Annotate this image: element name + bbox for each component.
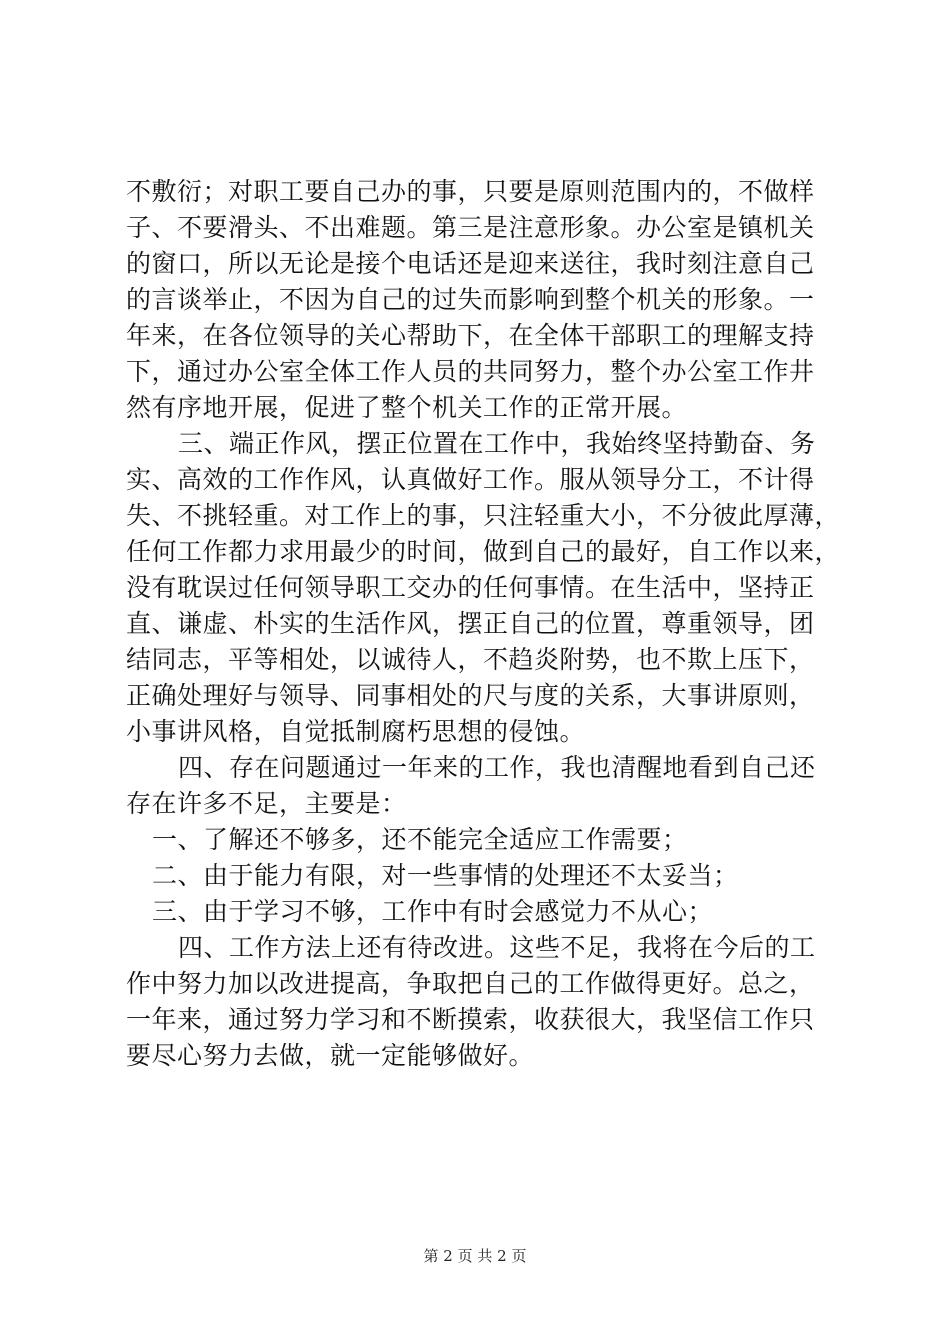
list-item-line: 一、了解还不够多，还不能完全适应工作需要； <box>152 825 688 854</box>
body-line: 直、谦虚、朴实的生活作风，摆正自己的位置，尊重领导，团 <box>126 609 815 638</box>
body-line: 子、不要滑头、不出难题。第三是注意形象。办公室是镇机关 <box>126 213 815 242</box>
list-item-line: 三、由于学习不够，工作中有时会感觉力不从心； <box>152 897 714 926</box>
body-line: 正确处理好与领导、同事相处的尺与度的关系，大事讲原则， <box>126 681 815 710</box>
body-line: 不敷衍；对职工要自己办的事，只要是原则范围内的，不做样 <box>126 177 815 206</box>
body-line: 的言谈举止，不因为自己的过失而影响到整个机关的形象。一 <box>126 285 815 314</box>
body-line: 任何工作都力求用最少的时间，做到自己的最好，自工作以来， <box>126 537 841 566</box>
body-line: 下，通过办公室全体工作人员的共同努力，整个办公室工作井 <box>126 357 815 386</box>
body-line: 实、高效的工作作风，认真做好工作。服从领导分工，不计得 <box>126 465 815 494</box>
body-line: 年来，在各位领导的关心帮助下，在全体干部职工的理解支持 <box>126 321 815 350</box>
body-line: 小事讲风格，自觉抵制腐朽思想的侵蚀。 <box>126 717 586 746</box>
body-line: 然有序地开展，促进了整个机关工作的正常开展。 <box>126 393 688 422</box>
body-line: 结同志，平等相处，以诚待人，不趋炎附势，也不欺上压下， <box>126 645 815 674</box>
body-line: 存在许多不足，主要是： <box>126 789 407 818</box>
body-line: 失、不挑轻重。对工作上的事，只注轻重大小，不分彼此厚薄， <box>126 501 841 530</box>
body-line: 的窗口，所以无论是接个电话还是迎来送往，我时刻注意自己 <box>126 249 815 278</box>
body-line: 一年来，通过努力学习和不断摸索，收获很大，我坚信工作只 <box>126 1005 815 1034</box>
body-line: 没有耽误过任何领导职工交办的任何事情。在生活中，坚持正 <box>126 573 815 602</box>
list-item-line: 二、由于能力有限，对一些事情的处理还不太妥当； <box>152 861 739 890</box>
body-line: 作中努力加以改进提高，争取把自己的工作做得更好。总之， <box>126 969 815 998</box>
paragraph-start-line: 三、端正作风，摆正位置在工作中，我始终坚持勤奋、务 <box>178 429 816 458</box>
page-number-footer: 第 2 页 共 2 页 <box>423 1247 527 1265</box>
body-line: 要尽心努力去做，就一定能够做好。 <box>126 1041 535 1070</box>
paragraph-start-line: 四、工作方法上还有待改进。这些不足，我将在今后的工 <box>178 933 816 962</box>
paragraph-start-line: 四、存在问题通过一年来的工作，我也清醒地看到自己还 <box>178 753 816 782</box>
